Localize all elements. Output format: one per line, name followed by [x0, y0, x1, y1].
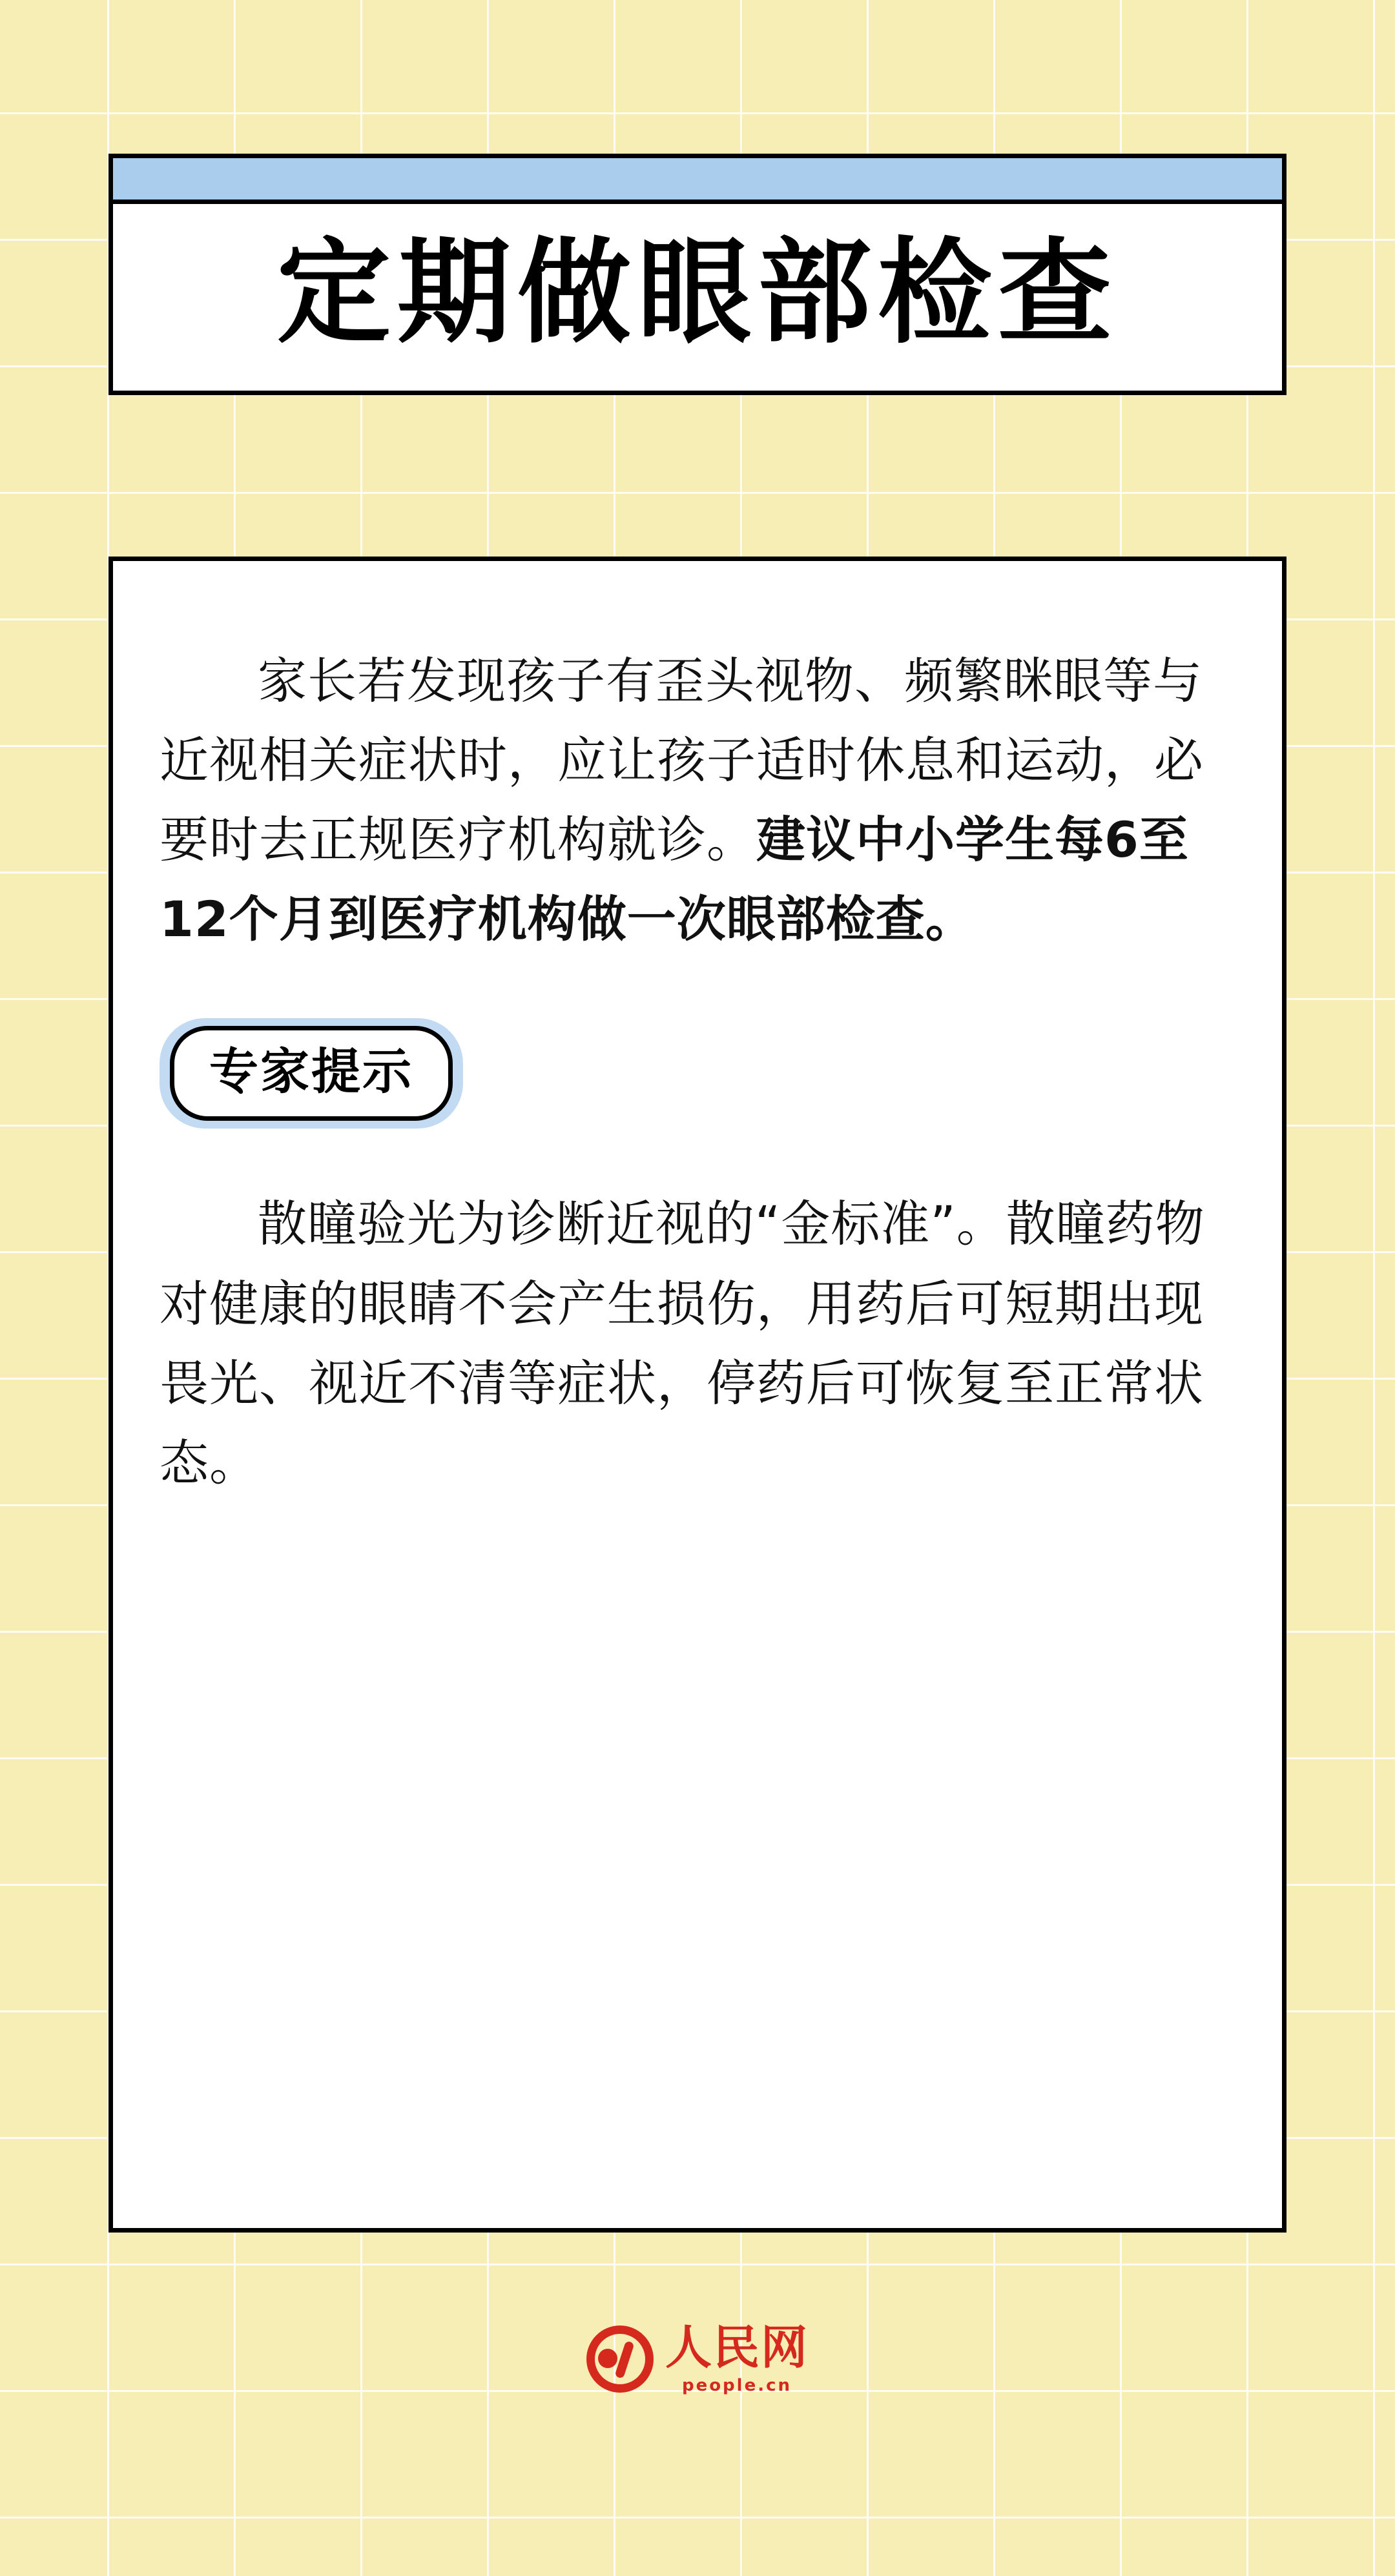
brand-logo [586, 2320, 809, 2395]
expert-tip-label: 专家提示 [170, 1026, 453, 1121]
people-cn-logo-icon [586, 2326, 654, 2393]
logo-dot-shape [598, 2349, 617, 2368]
body-paragraph-1 [160, 641, 1235, 959]
page-title: 定期做眼部检查 [276, 225, 1118, 359]
body-card [108, 557, 1286, 2233]
body-paragraph-tip: 散瞳验光为诊断近视的“金标准”。散瞳药物对健康的眼睛不会产生损伤，用药后可短期出现畏光、视近不清等症状，停药后可恢复至正常状态。 [160, 1195, 1205, 1491]
logo-text-cn: 人民网 [665, 2320, 809, 2375]
logo-text-block [665, 2320, 809, 2395]
title-accent-bar [113, 158, 1282, 204]
title-card [108, 154, 1286, 395]
body-paragraph-1-normal: 家长若发现孩子有歪头视物、频繁眯眼等与近视相关症状时，应让孩子适时休息和运动，必要时去正规医疗机构就诊。 [160, 652, 1204, 869]
footer [0, 2320, 1395, 2395]
logo-text-en: people.cn [681, 2376, 792, 2395]
body-paragraph-1-bold: 建议中小学生每6至12个月到医疗机构做一次眼部检查。 [160, 811, 1189, 948]
expert-tip-badge [160, 1018, 463, 1129]
